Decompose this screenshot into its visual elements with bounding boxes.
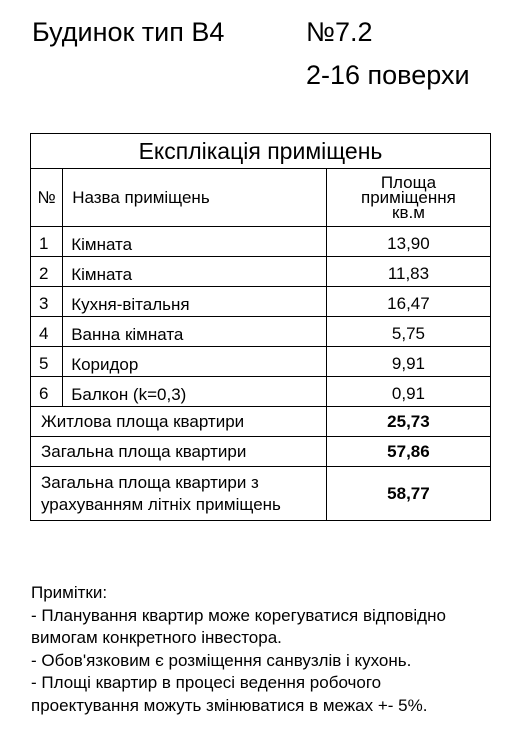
room-number: 5 (31, 347, 63, 377)
room-number: 2 (31, 257, 63, 287)
room-area: 13,90 (326, 227, 490, 257)
total-summer-area-label-line: урахуванням літніх приміщень (41, 494, 281, 514)
room-number: 6 (31, 377, 63, 407)
notes-heading: Примітки: (31, 583, 108, 602)
living-area-value: 25,73 (326, 407, 490, 437)
column-header-number: № (31, 169, 63, 227)
room-name: Балкон (k=0,3) (63, 377, 327, 407)
room-name: Коридор (63, 347, 327, 377)
note-line: проектування можуть змінюватися в межах +- 5%. (31, 695, 428, 715)
room-name: Ванна кімната (63, 317, 327, 347)
room-area: 0,91 (326, 377, 490, 407)
room-area: 9,91 (326, 347, 490, 377)
total-area-row (31, 437, 491, 467)
room-number: 1 (31, 227, 63, 257)
table-row (31, 347, 491, 377)
table-row (31, 377, 491, 407)
building-type-title: Будинок тип В4 (32, 17, 225, 47)
column-header-name: Назва приміщень (63, 169, 327, 227)
column-header-area-line: Площа (380, 173, 437, 192)
room-name: Кімната (63, 227, 327, 257)
notes-section (31, 582, 511, 717)
total-area-label: Загальна площа квартири (31, 437, 327, 467)
room-name: Кухня-вітальня (63, 287, 327, 317)
table-row (31, 317, 491, 347)
room-area: 11,83 (326, 257, 490, 287)
column-header-area (326, 169, 490, 227)
note-line: - Площі квартир в процесі ведення робочого (31, 673, 382, 692)
note-line: вимогам конкретного інвестора. (31, 628, 282, 647)
column-header-area-line: приміщення (361, 188, 456, 207)
room-area: 16,47 (326, 287, 490, 317)
total-summer-area-label (31, 467, 327, 521)
note-line: - Планування квартир може корегуватися відповідно (31, 605, 446, 625)
table-row (31, 287, 491, 317)
total-summer-area-value: 58,77 (326, 467, 490, 521)
room-area: 5,75 (326, 317, 490, 347)
room-name: Кімната (63, 257, 327, 287)
room-number: 4 (31, 317, 63, 347)
total-summer-area-row (31, 467, 491, 521)
room-number: 3 (31, 287, 63, 317)
floors-range: 2-16 поверхи (306, 60, 470, 90)
table-title: Експлікація приміщень (31, 134, 491, 169)
table-header-row (31, 169, 491, 227)
living-area-row (31, 407, 491, 437)
table-row (31, 257, 491, 287)
total-summer-area-label-line: Загальна площа квартири з (41, 472, 259, 492)
table-row (31, 227, 491, 257)
column-header-area-line: кв.м (392, 203, 425, 222)
total-area-value: 57,86 (326, 437, 490, 467)
apartment-number: №7.2 (306, 17, 373, 47)
note-line: - Обов'язковим є розміщення санвузлів і кухонь. (31, 650, 412, 670)
living-area-label: Житлова площа квартири (31, 407, 327, 437)
room-explication-table (30, 133, 491, 521)
